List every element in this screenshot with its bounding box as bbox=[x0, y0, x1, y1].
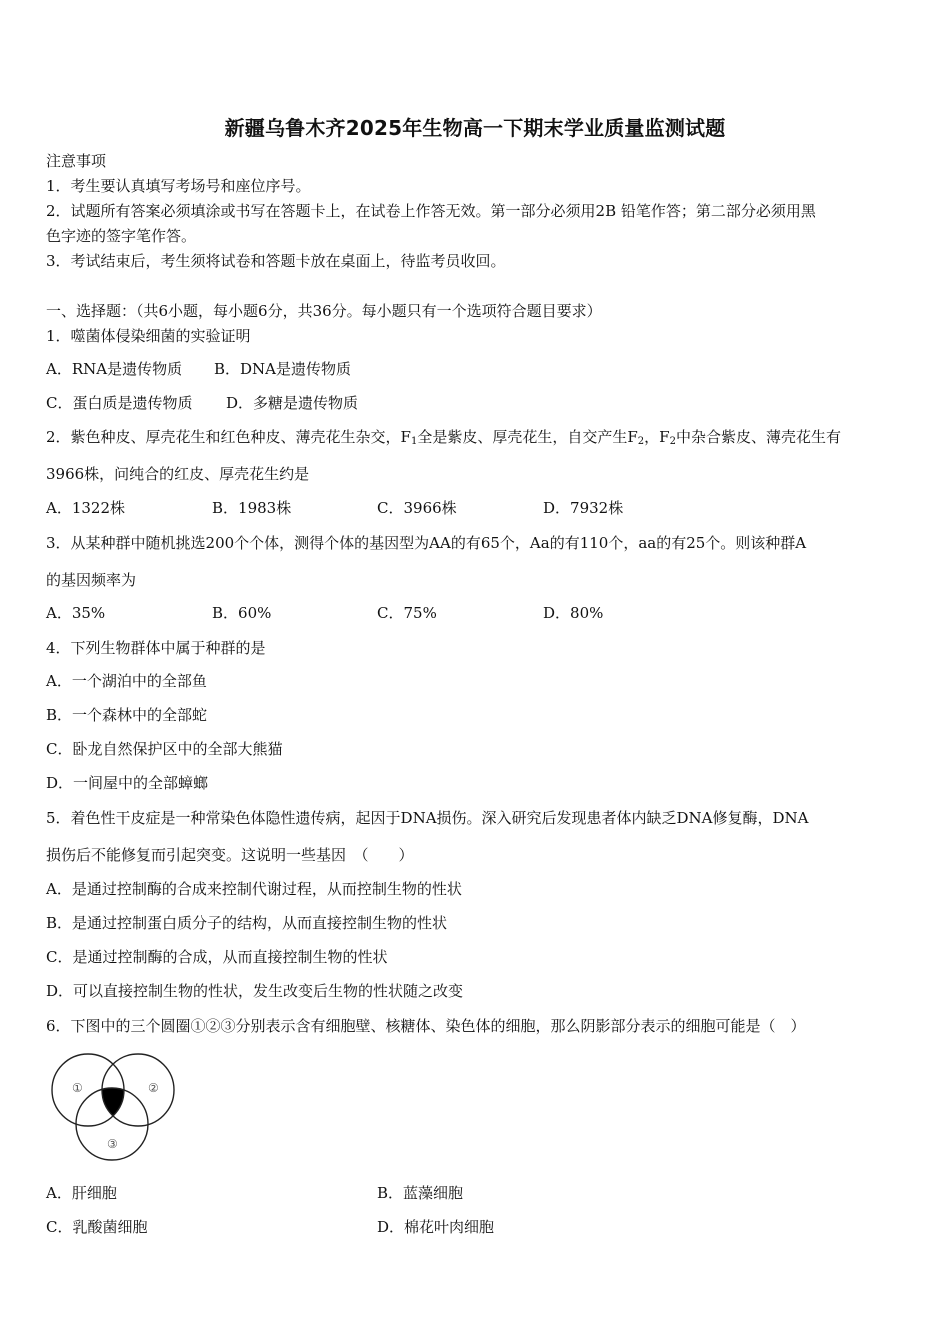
notice-item-2-cont: 色字迹的签字笔作答。 bbox=[46, 227, 197, 245]
q4-option-a: A．一个湖泊中的全部鱼 bbox=[46, 672, 207, 690]
venn-label-3: ③ bbox=[107, 1137, 118, 1151]
q1-option-c: C．蛋白质是遗传物质 bbox=[46, 394, 193, 412]
venn-diagram bbox=[50, 1050, 180, 1165]
venn-label-2: ② bbox=[148, 1081, 159, 1095]
q3-stem: 3．从某种群中随机挑选200个个体，测得个体的基因型为AA的有65个，Aa的有110个，aa的有25个。则该种群A bbox=[46, 534, 807, 552]
q6-stem: 6．下图中的三个圆圈①②③分别表示含有细胞壁、核糖体、染色体的细胞，那么阴影部分表示的细胞可能是（ ） bbox=[46, 1017, 806, 1035]
q6-option-a: A．肝细胞 bbox=[46, 1184, 117, 1202]
q3-option-b: B．60% bbox=[212, 604, 272, 622]
q5-option-a: A．是通过控制酶的合成来控制代谢过程，从而控制生物的性状 bbox=[46, 880, 462, 898]
q3-stem-cont: 的基因频率为 bbox=[46, 571, 137, 589]
q2-sub-2: 2 bbox=[637, 436, 645, 447]
q2-option-a: A．1322株 bbox=[46, 499, 126, 517]
q5-stem: 5．着色性干皮症是一种常染色体隐性遗传病，起因于DNA损伤。深入研究后发现患者体内缺乏DNA修复酶，DNA bbox=[46, 809, 809, 827]
notice-item-1: 1．考生要认真填写考场号和座位序号。 bbox=[46, 177, 311, 195]
q5-option-b: B．是通过控制蛋白质分子的结构，从而直接控制生物的性状 bbox=[46, 914, 448, 932]
q4-option-c: C．卧龙自然保护区中的全部大熊猫 bbox=[46, 740, 283, 758]
q2-stem-pre: 2．紫色种皮、厚壳花生和红色种皮、薄壳花生杂交，F bbox=[46, 428, 411, 446]
page-title: 新疆乌鲁木齐2025年生物高一下期末学业质量监测试题 bbox=[224, 116, 726, 140]
q2-sub-3: 2 bbox=[669, 436, 676, 447]
q4-option-b: B．一个森林中的全部蛇 bbox=[46, 706, 208, 724]
q2-stem-mid2: ，F bbox=[644, 428, 670, 446]
notice-heading: 注意事项 bbox=[46, 152, 107, 170]
q2-stem-cont: 3966株，问纯合的红皮、厚壳花生约是 bbox=[46, 465, 310, 483]
q2-option-d: D．7932株 bbox=[543, 499, 624, 517]
q1-option-d: D．多糖是遗传物质 bbox=[226, 394, 359, 412]
q5-option-c: C．是通过控制酶的合成，从而直接控制生物的性状 bbox=[46, 948, 388, 966]
q6-option-c: C．乳酸菌细胞 bbox=[46, 1218, 148, 1236]
q2-sub-1: 1 bbox=[410, 436, 418, 447]
q6-option-d: D．棉花叶肉细胞 bbox=[377, 1218, 495, 1236]
q2-option-c: C．3966株 bbox=[377, 499, 457, 517]
notice-item-2: 2．试题所有答案必须填涂或书写在答题卡上，在试卷上作答无效。第一部分必须用2B 铅笔作答；第二部分必须用黑 bbox=[46, 202, 816, 220]
q3-option-c: C．75% bbox=[377, 604, 437, 622]
q1-stem: 1．噬菌体侵染细菌的实验证明 bbox=[46, 327, 251, 345]
venn-label-1: ① bbox=[72, 1081, 83, 1095]
q4-stem: 4．下列生物群体中属于种群的是 bbox=[46, 639, 266, 657]
q1-option-b: B．DNA是遗传物质 bbox=[214, 360, 352, 378]
q2-stem-post: 中杂合紫皮、薄壳花生有 bbox=[675, 428, 841, 446]
section-heading: 一、选择题：（共6小题，每小题6分，共36分。每小题只有一个选项符合题目要求） bbox=[46, 302, 602, 320]
q4-option-d: D．一间屋中的全部蟑螂 bbox=[46, 774, 209, 792]
notice-item-3: 3．考试结束后，考生须将试卷和答题卡放在桌面上，待监考员收回。 bbox=[46, 252, 506, 270]
q2-option-b: B．1983株 bbox=[212, 499, 292, 517]
q5-stem-cont: 损伤后不能修复而引起突变。这说明一些基因 （ ） bbox=[46, 846, 414, 864]
q2-stem-mid: 全是紫皮、厚壳花生，自交产生F bbox=[417, 428, 638, 446]
q2-stem bbox=[46, 426, 908, 453]
q3-option-d: D．80% bbox=[543, 604, 604, 622]
q1-option-a: A．RNA是遗传物质 bbox=[46, 360, 183, 378]
q6-option-b: B．蓝藻细胞 bbox=[377, 1184, 464, 1202]
q3-option-a: A．35% bbox=[46, 604, 106, 622]
q5-option-d: D．可以直接控制生物的性状，发生改变后生物的性状随之改变 bbox=[46, 982, 464, 1000]
